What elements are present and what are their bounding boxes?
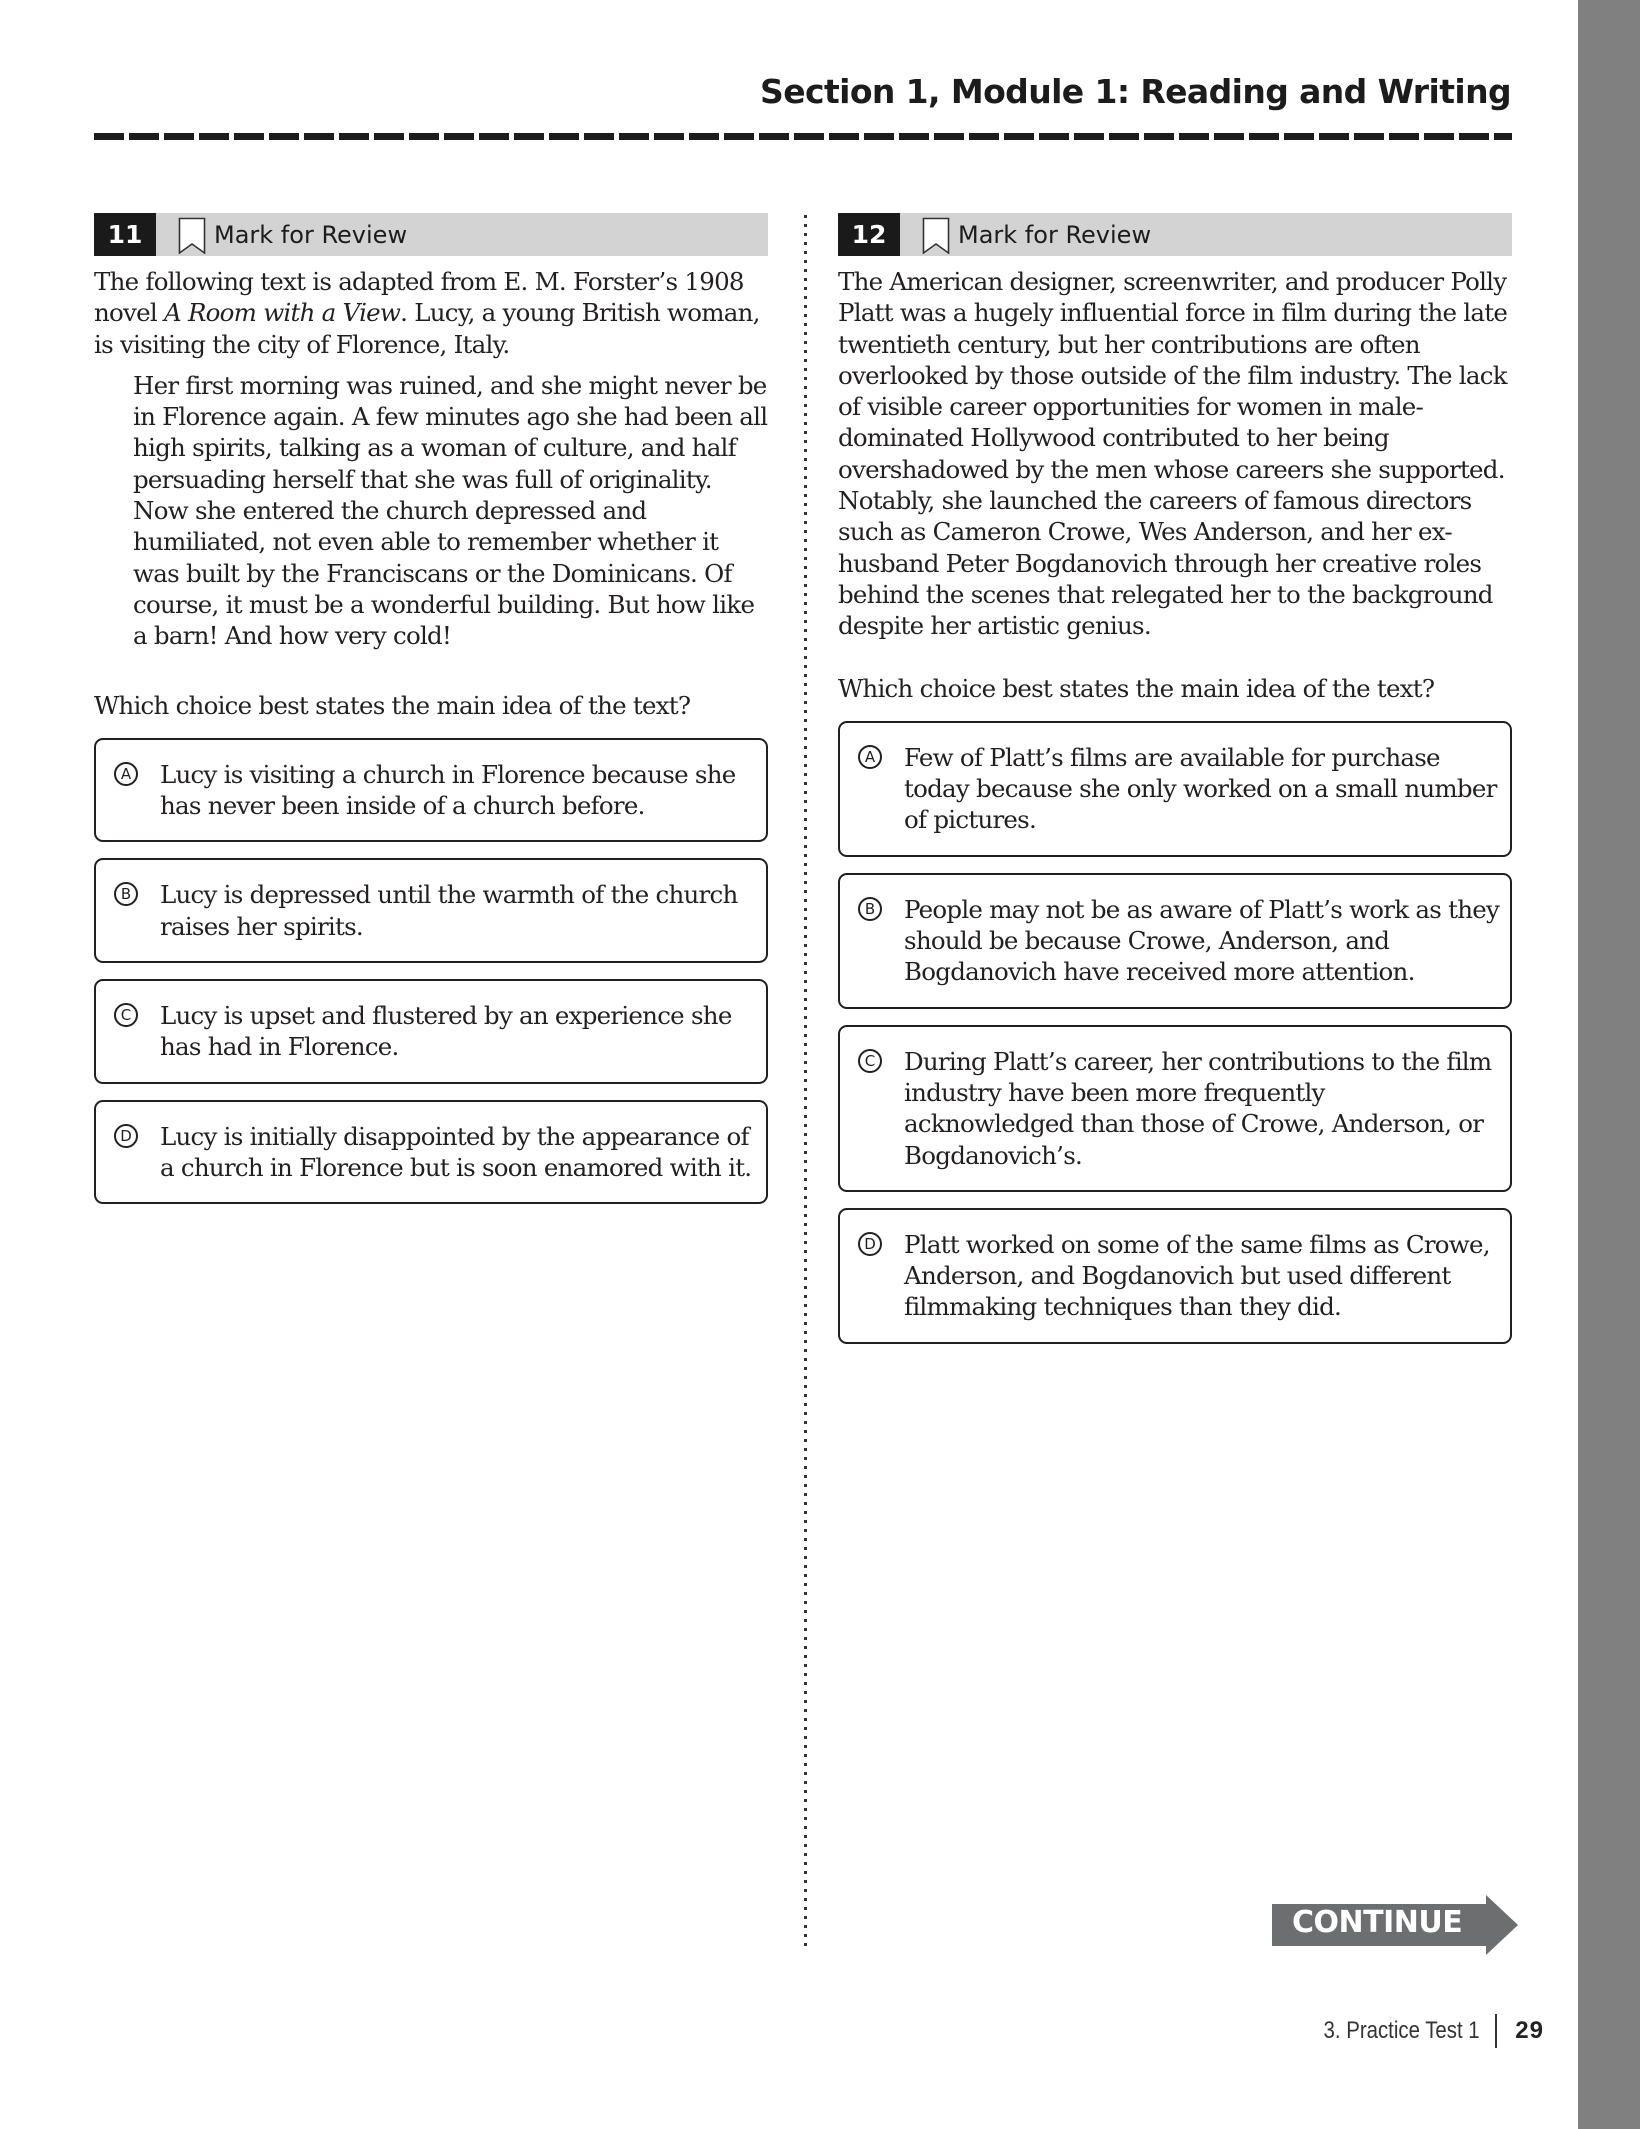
answer-choice-c[interactable] [838, 1025, 1512, 1192]
choice-letter-a-icon: A [114, 762, 138, 786]
choice-letter-b-icon: B [858, 897, 882, 921]
intro-text: The following text is adapted from E. M. Forster’s 1908 novel [94, 267, 744, 328]
choice-letter-b-icon: B [114, 882, 138, 906]
header-dashed-rule [94, 133, 1512, 140]
answer-choice-a[interactable] [838, 721, 1512, 857]
answer-choice-d[interactable] [94, 1100, 768, 1205]
bookmark-icon[interactable] [922, 215, 952, 255]
footer-separator [1495, 2014, 1497, 2048]
column-divider [804, 215, 807, 1950]
choice-text: Few of Platt’s films are available for purchase today because she only worked on a small number of pictures. [904, 742, 1497, 835]
intro-text: . Lucy, a young British woman, is visiting the city of Florence, Italy. [94, 298, 760, 359]
choice-text: Lucy is initially disappointed by the appearance of a church in Florence but is soon enamored with it. [160, 1121, 752, 1182]
choice-letter-c-icon: C [858, 1049, 882, 1073]
choice-letter-d-icon: D [114, 1124, 138, 1148]
mark-for-review-button[interactable]: Mark for Review [214, 220, 408, 249]
book-title: A Room with a View [164, 298, 401, 328]
page-number: 29 [1515, 2017, 1544, 2044]
choice-text: Lucy is upset and flustered by an experience she has had in Florence. [160, 1001, 732, 1062]
question-12 [838, 213, 1512, 1360]
bookmark-icon[interactable] [178, 215, 208, 255]
question-prompt: Which choice best states the main idea of the text? [94, 690, 691, 720]
choice-text: People may not be as aware of Platt’s work as they should be because Crowe, Anderson, and Bogdanovich have received more attention. [904, 894, 1500, 987]
choice-text: Lucy is depressed until the warmth of the church raises her spirits. [160, 880, 738, 941]
question-prompt: Which choice best states the main idea of the text? [838, 673, 1435, 703]
question-header-bar [94, 213, 768, 256]
question-11 [94, 213, 768, 1220]
page-title: Section 1, Module 1: Reading and Writing [760, 72, 1511, 111]
choice-text: During Platt’s career, her contributions to the film industry have been more frequently acknowledged than those of Crowe, Anderson, or Bogdanovich’s. [904, 1046, 1492, 1170]
question-header-bar [838, 213, 1512, 256]
answer-choice-b[interactable] [838, 873, 1512, 1009]
continue-button[interactable] [1272, 1895, 1520, 1955]
continue-label: CONTINUE [1292, 1905, 1463, 1940]
answer-choice-b[interactable] [94, 858, 768, 963]
question-number: 12 [838, 213, 900, 256]
passage-intro [94, 266, 768, 360]
question-number: 11 [94, 213, 156, 256]
answer-choices [838, 721, 1512, 1344]
choice-letter-d-icon: D [858, 1232, 882, 1256]
answer-choice-c[interactable] [94, 979, 768, 1084]
answer-choices [94, 738, 768, 1204]
chapter-label: 3. Practice Test 1 [1323, 2017, 1480, 2044]
choice-text: Platt worked on some of the same films as Crowe, Anderson, and Bogdanovich but used different filmmaking techniques than they did. [904, 1229, 1490, 1322]
passage-excerpt: Her first morning was ruined, and she might never be in Florence again. A few minutes ago she had been all high spirits, talking as a woman of culture, and half persuading herself that she was full of originality. Now she entered the church depressed and humiliated, not even able to remember whether it was built by the Franciscans or the Dominicans. Of course, it must be a wonderful building. But how like a barn! And how very cold! [133, 370, 768, 651]
mark-for-review-button[interactable]: Mark for Review [958, 220, 1152, 249]
answer-choice-d[interactable] [838, 1208, 1512, 1344]
page-footer [1296, 2014, 1544, 2048]
choice-letter-a-icon: A [858, 745, 882, 769]
choice-letter-c-icon: C [114, 1003, 138, 1027]
passage-text: The American designer, screenwriter, and producer Polly Platt was a hugely influential force in film during the late twentieth century, but her contributions are often overlooked by those outside of the film industry. The lack of visible career opportunities for women in male-dominated Hollywood contributed to her being overshadowed by the men whose careers she supported. Notably, she launched the careers of famous directors such as Cameron Crowe, Wes Anderson, and her ex-husband Peter Bogdanovich through her creative roles behind the scenes that relegated her to the background despite her artistic genius. [838, 267, 1508, 641]
answer-choice-a[interactable] [94, 738, 768, 843]
page-edge-band [1578, 0, 1640, 2129]
choice-text: Lucy is visiting a church in Florence because she has never been inside of a church before. [160, 759, 736, 821]
